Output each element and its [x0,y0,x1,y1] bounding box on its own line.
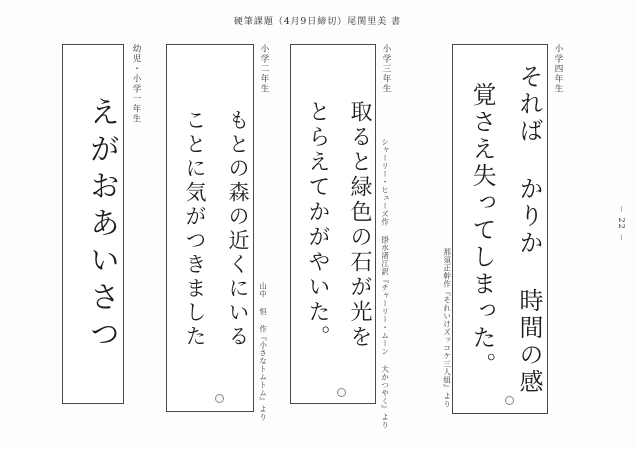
grade-label: 小学四年生 [553,44,563,94]
page-number: － 22 － [617,205,626,243]
attribution-label: 山中 恒 作『小さなトムトム』より [258,282,268,421]
seal-stamp [337,388,346,397]
seal-stamp [215,394,224,403]
handwriting-line: 覚さえ失ってしまった。 [468,81,496,379]
entry-block [160,30,275,425]
grade-label: 小学二年生 [259,44,269,94]
handwriting-line: ことに気がつきました [183,109,207,349]
entry-block [284,30,406,429]
attribution-label: シャーリー・ヒューズ作 掛水渚江訳『チャーリー・ムーン 大かつやく』より [380,138,390,429]
calligraphy-sheet [452,44,548,414]
handwriting-line: それば かりか 時間の感 [515,64,543,396]
grade-label: 幼児・小学一年生 [131,44,141,124]
seal-stamp [505,396,514,405]
handwriting-line: 取ると緑色の石が光を [347,100,372,350]
page-title-text: 硬筆課題（4月9日締切）尾関里美 書 [233,17,402,27]
entry-block [56,30,152,425]
handwriting-line: とらえてかがやいた。 [305,100,330,350]
entries-container [0,30,635,430]
calligraphy-sheet [166,44,254,412]
attribution-label: 那須正幹作『それいけズッコケ三人組』より [442,248,452,408]
calligraphy-sheet [290,44,376,404]
calligraphy-sheet [62,44,124,404]
grade-label: 小学三年生 [381,44,391,94]
page-title [0,14,635,27]
entry-block [432,30,572,425]
handwriting-line: えがおあいさつ [84,95,119,355]
handwriting-line: もとの森の近くにいる [226,109,250,349]
